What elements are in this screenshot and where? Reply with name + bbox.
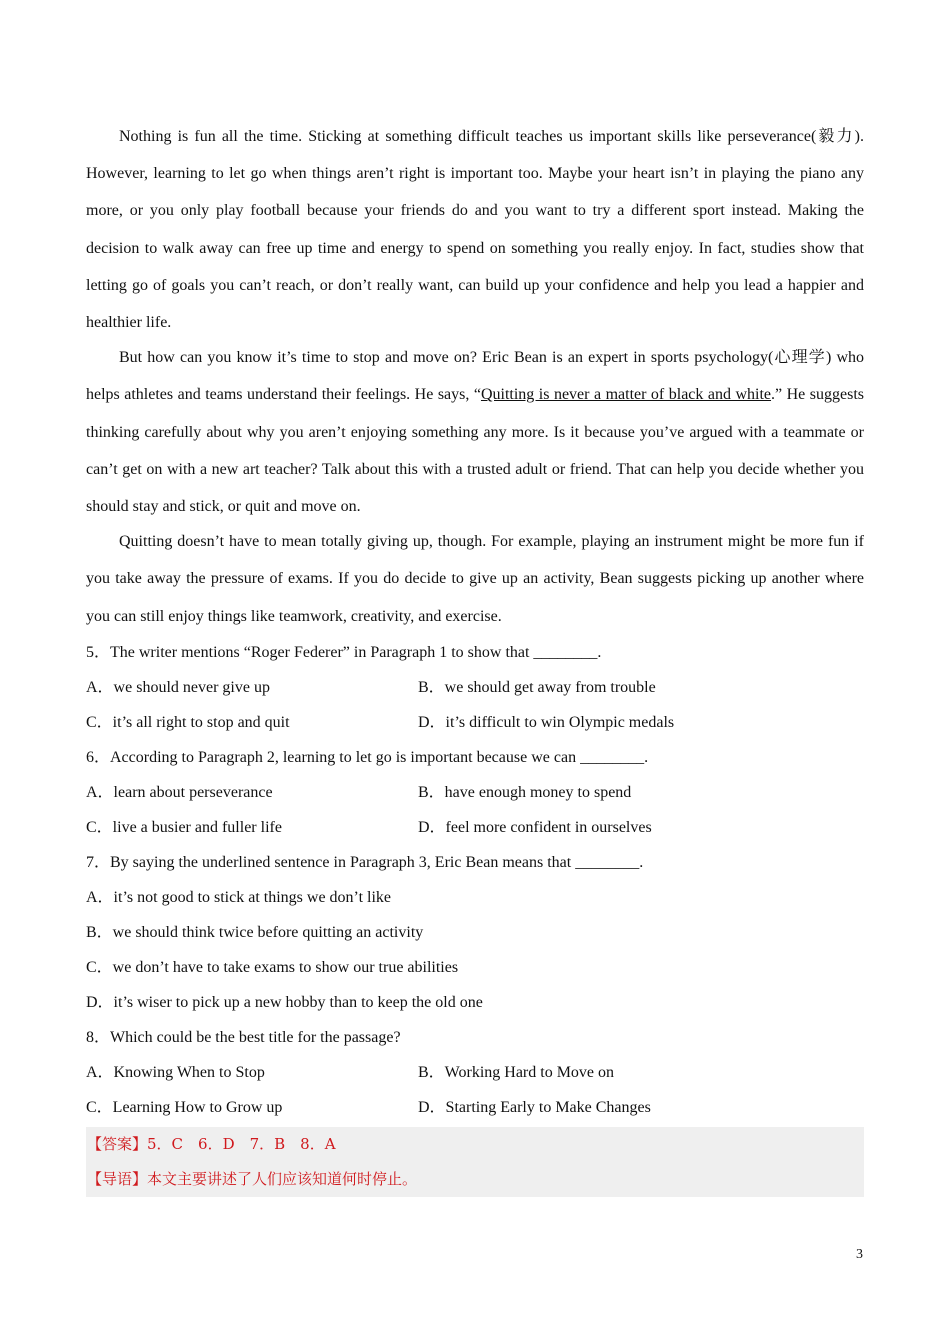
passage-paragraph-1: Nothing is fun all the time. Sticking at something difficult teaches us important skills like perseverance(毅力). However, learning to let go when things aren’t right is important too. Maybe your heart isn’t in playing the piano any more, or you only play football because your friends do and you want to try a different sport instead. Making the decision to walk away can free up time and energy to spend on something you really enjoy. In fact, studies show that letting go of goals you can’t reach, or don’t really want, can build up your confidence and help you lead a happier and healthier life. <box>86 128 864 332</box>
answer-key: 【答案】5．C 6．D 7．B 8．A <box>87 1134 336 1153</box>
p2-text-after: .” He suggests thinking carefully about why you aren’t enjoying something any more. Is it because you’ve argued with a teammate or can’t get on with a new art teacher? Talk about this with a trusted adult or friend. That can help you decide whether you should stay and stick, or quit and move on. <box>86 386 864 516</box>
passage-paragraph-3: Quitting doesn’t have to mean totally giving up, though. For example, playing an instrument might be more fun if you take away the pressure of exams. If you do decide to give up an activity, Bean suggests picking up another where you can still enjoy things like teamwork, creativity, and exercise. <box>86 533 864 625</box>
option-d: D．feel more confident in ourselves <box>418 818 652 836</box>
answer-box <box>86 1127 864 1197</box>
option-row <box>86 670 864 705</box>
option-d: D．it’s difficult to win Olympic medals <box>418 713 675 731</box>
question-stem: 5．The writer mentions “Roger Federer” in Paragraph 1 to show that ________. <box>86 643 602 661</box>
page-number: 3 <box>856 1247 863 1262</box>
question-stem: 8．Which could be the best title for the passage? <box>86 1028 401 1046</box>
option-b: B．have enough money to spend <box>418 783 632 801</box>
option-row <box>86 810 864 845</box>
document-body <box>86 118 864 1197</box>
question-stem: 7．By saying the underlined sentence in Paragraph 3, Eric Bean means that ________. <box>86 853 644 871</box>
option-b: B．Working Hard to Move on <box>418 1063 615 1081</box>
underlined-sentence: Quitting is never a matter of black and white <box>480 386 772 404</box>
option-a: A．learn about perseverance <box>86 783 273 801</box>
option-a: A．we should never give up <box>86 678 270 696</box>
option-c: C．live a busier and fuller life <box>86 818 282 836</box>
option-b: B．we should think twice before quitting an activity <box>86 923 424 941</box>
question-8 <box>86 1020 864 1125</box>
option-row <box>86 775 864 810</box>
option-row <box>86 705 864 740</box>
question-5 <box>86 635 864 740</box>
option-row <box>86 1055 864 1090</box>
question-7 <box>86 845 864 1020</box>
question-stem: 6．According to Paragraph 2, learning to let go is important because we can ________. <box>86 748 649 766</box>
option-c: C．it’s all right to stop and quit <box>86 713 290 731</box>
question-6 <box>86 740 864 845</box>
option-d: D．Starting Early to Make Changes <box>418 1098 651 1116</box>
p2-text-before: But how can you know it’s time to stop and move on? Eric Bean is an expert in sports psychology(心理学) who helps athletes and teams understand their feelings. He says, “ <box>86 349 864 404</box>
option-b: B．we should get away from trouble <box>418 678 656 696</box>
option-row <box>86 1090 864 1125</box>
option-c: C．Learning How to Grow up <box>86 1098 283 1116</box>
option-a: A．Knowing When to Stop <box>86 1063 265 1081</box>
passage-paragraph-2 <box>86 339 864 525</box>
option-d: D．it’s wiser to pick up a new hobby than to keep the old one <box>86 993 483 1011</box>
option-c: C．we don’t have to take exams to show our true abilities <box>86 958 459 976</box>
option-a: A．it’s not good to stick at things we don’t like <box>86 888 392 906</box>
guide-summary: 【导语】本文主要讲述了人们应该知道何时停止。 <box>87 1169 418 1188</box>
